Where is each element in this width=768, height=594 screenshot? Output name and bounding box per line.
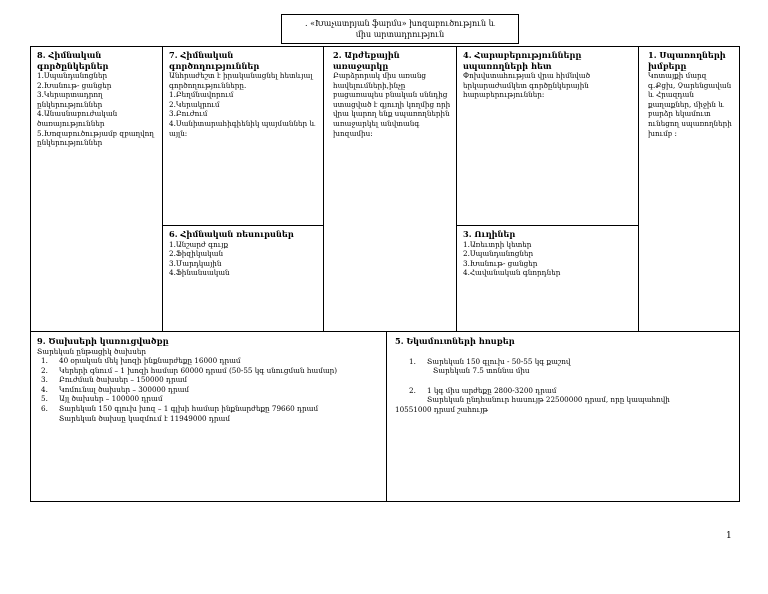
customer-relationships-cell	[460, 48, 638, 224]
list-item: 3.Կերարտադրող ընկերություններ	[37, 90, 103, 109]
key-partners-cell	[34, 48, 162, 228]
list-item: 1.Բեղմնավորում	[169, 90, 234, 100]
item-number: 6.	[41, 404, 48, 414]
list-item: 5.Խոզաբուծությամբ զբաղվող ընկերություններ	[37, 128, 154, 148]
list-item: 4.Հավանական գնորդներ	[463, 268, 561, 278]
grid-right	[739, 46, 740, 502]
channels-cell	[460, 227, 638, 331]
cost-structure-intro: Տարեկան ընթացիկ ծախսեր	[37, 346, 147, 356]
item-text: Կոմունալ ծախսեր – 300000 դրամ	[59, 384, 190, 394]
list-item: 4.Ֆինանսական	[169, 268, 230, 278]
item-number: 4.	[41, 384, 48, 394]
key-resources-heading: 6. Հիմնական ռեսուրսներ	[169, 229, 294, 239]
item-text: Այլ ծախսեր – 100000 դրամ	[59, 394, 163, 404]
grid-v-4	[638, 46, 639, 332]
customer-relationships-text: Փոխվստահության վրա հիմնված երկարաժամկետ գործընկերային հարաբերություններ:	[463, 71, 591, 100]
key-activities-cell	[166, 48, 323, 224]
revenue-item-2-continuation: 10551000 դրամ շահույթ	[395, 404, 488, 414]
item-number: 2.	[41, 365, 48, 375]
list-item	[37, 385, 381, 395]
list-item: 4.Անասնաբուժական ծառայություններ	[37, 109, 118, 128]
page-number: 1	[726, 531, 732, 541]
list-item	[37, 375, 381, 385]
item-text: 40 օրական մեկ խոզի ինքնարժեքը 16000 դրամ	[59, 356, 241, 366]
key-partners-heading: 8. Հիմնական գործընկերներ	[37, 50, 109, 71]
key-activities-heading: 7. Հիմնական գործողություններ	[169, 50, 260, 71]
document-title	[281, 14, 519, 44]
value-proposition-cell	[330, 48, 456, 330]
grid-left	[30, 46, 31, 502]
list-item	[37, 394, 381, 404]
list-item: 2.Սպանդանոցներ	[463, 249, 534, 259]
list-item	[37, 356, 381, 366]
list-item: 1.Առեւտրի կետեր	[463, 239, 532, 249]
channels-heading: 3. Ուղիներ	[463, 229, 516, 239]
cost-structure-total: Տարեկան ծախսը կազմում է 11949000 դրամ	[59, 413, 230, 423]
list-item: 1.Սպանդանոցներ	[37, 71, 108, 80]
grid-v-1	[162, 46, 163, 332]
list-item	[395, 386, 735, 396]
value-proposition-heading: 2. Արժեքային առաջարկը	[333, 50, 400, 71]
list-item: 2.Ֆիզիկական	[169, 249, 224, 259]
grid-v-3	[456, 46, 457, 332]
cost-structure-heading: 9. Ծախսերի կառուցվածքը	[37, 336, 169, 346]
list-item: 4.Սանիտարահիգիենիկ պայմաններ և այլն:	[169, 118, 316, 138]
item-number: 2.	[409, 385, 416, 395]
item-number: 5.	[41, 394, 48, 404]
key-activities-intro: Անհրաժեշտ է իրականացնել հետևյալ գործողությունները.	[169, 71, 313, 90]
title-line-2: միս արտադրություն	[355, 30, 445, 39]
item-number: 1.	[409, 356, 416, 366]
item-number: 3.	[41, 375, 48, 385]
revenue-item-1-sub: Տարեկան 7.5 տոննա միս	[433, 366, 530, 376]
value-proposition-text: Բարձրորակ միս առանց հավելումների,ինչը բացառապես բնական սննդից ստացված է գյուղի կողմից որի վրա կարող ենք սպառողներին առաջարկել անվտանգ խոզամիս:	[333, 71, 451, 138]
revenue-streams-cell	[392, 334, 738, 500]
list-item: 2.Կերակրում	[169, 99, 220, 109]
item-text: Տարեկան 150 գլուխ խոզ – 1 գլխի համար ինքնարժեքը 79660 դրամ	[59, 404, 319, 414]
grid-middle-horizontal	[30, 331, 740, 332]
list-item: 3.Խանութ- ցանցեր	[463, 258, 538, 268]
list-item: 1.Անշարժ գույք	[169, 239, 229, 249]
customer-segments-cell	[645, 48, 739, 330]
list-item	[37, 404, 381, 414]
list-item	[37, 366, 381, 376]
grid-h-relationships	[456, 225, 639, 226]
customer-segments-text: Կոտայքի մարզ գ.Քցխ, Չարենցավան և Հրազդան քաղաքներ, միջին և բարձր եկամուտ ունեցող սպառողների խումբ :	[648, 71, 732, 138]
item-text: Տարեկան 150 գլուխ - 50-55 կգ քաշով	[427, 356, 571, 366]
grid-top	[30, 46, 740, 47]
revenue-streams-heading: 5. Եկամուտների հոսքեր	[395, 336, 515, 346]
item-number: 1.	[41, 356, 48, 366]
grid-v-bottom	[386, 331, 387, 502]
item-text: 1 կգ միս արժեքը 2800-3200 դրամ	[427, 385, 557, 395]
list-item: 2.Խանութ- ցանցեր	[37, 80, 112, 90]
revenue-item-2-sub: Տարեկան ընդհանուր հասույթ 22500000 դրամ, որը կապահովի	[427, 395, 670, 405]
list-item: 3.Բուժում	[169, 109, 208, 119]
cost-structure-cell	[34, 334, 384, 500]
grid-bottom	[30, 501, 740, 502]
list-item: 3.Մարդկային	[169, 258, 222, 268]
item-text: Կերերի գնում – 1 խոզի համար 60000 դրամ (50-55 կգ սնուցման համար)	[59, 365, 338, 375]
title-line-1: . «Խաչատրյան ֆարմս» խոզաբուծություն և	[305, 19, 495, 28]
key-resources-cell	[166, 227, 323, 331]
customer-relationships-heading: 4. Հարաբերությունները սպառողների հետ	[463, 50, 582, 71]
list-item	[395, 357, 735, 367]
grid-h-activities	[162, 225, 324, 226]
item-text: Բուժման ծախսեր – 150000 դրամ	[59, 375, 188, 385]
grid-v-2	[323, 46, 324, 332]
customer-segments-heading: 1. Սպառողների խմբերը	[648, 50, 726, 71]
